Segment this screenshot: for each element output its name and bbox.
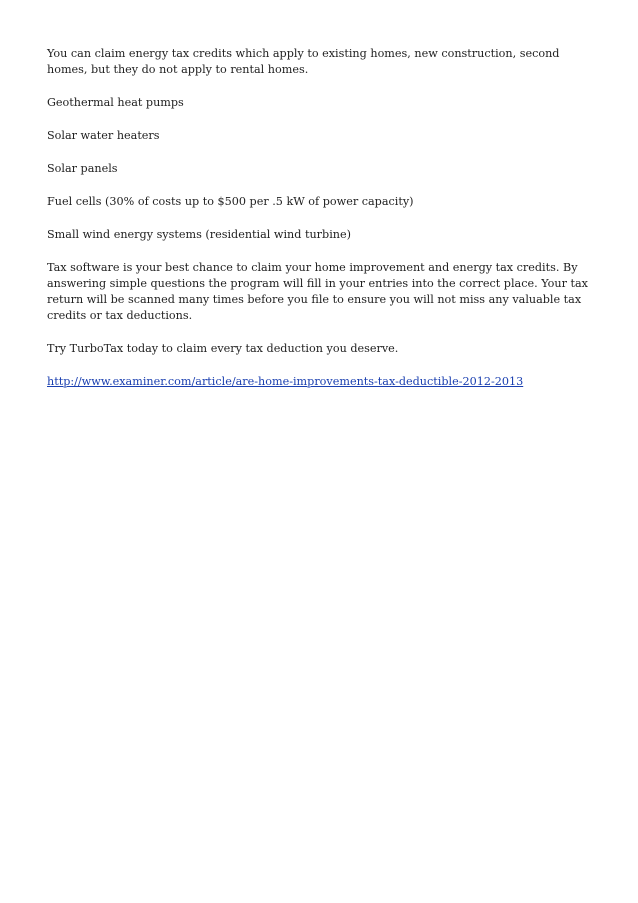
list-item: Solar panels	[47, 162, 118, 175]
software-paragraph: Tax software is your best chance to claim your home improvement and energy tax credits. By answering simple questions the program will fill in your entries into the correct place. Your tax return will be scanned many times before you file to ensure you will not miss any valuable tax credits or tax deductions.	[47, 261, 588, 322]
source-link[interactable]: http://www.examiner.com/article/are-home-improvements-tax-deductible-2012-2013	[47, 375, 524, 388]
source-paragraph	[47, 374, 592, 390]
cta-paragraph: Try TurboTax today to claim every tax deduction you deserve.	[47, 342, 399, 355]
list-item: Geothermal heat pumps	[47, 96, 184, 109]
list-item: Solar water heaters	[47, 129, 160, 142]
list-item: Small wind energy systems (residential wind turbine)	[47, 228, 351, 241]
list-item: Fuel cells (30% of costs up to $500 per .5 kW of power capacity)	[47, 195, 414, 208]
document-page	[47, 46, 592, 407]
intro-paragraph: You can claim energy tax credits which apply to existing homes, new construction, second homes, but they do not apply to rental homes.	[47, 47, 560, 76]
